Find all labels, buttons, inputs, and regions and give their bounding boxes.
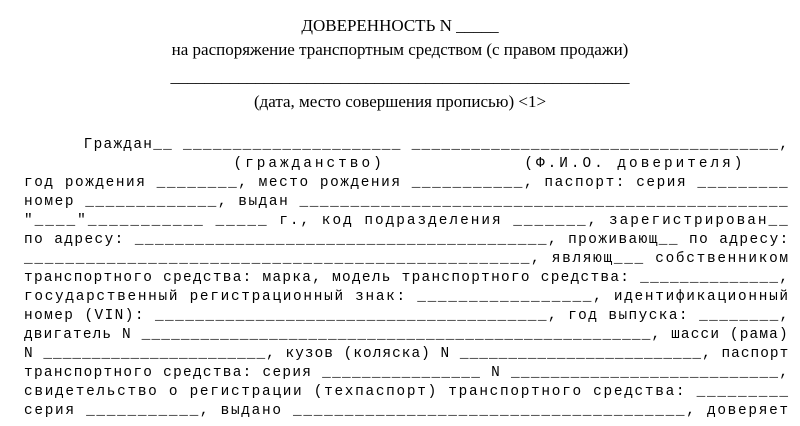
body-line-10: номер (VIN): _______________________________________, год выпуска: ________,	[24, 308, 790, 324]
body-line-12: N _______________________, кузов (коляска) N _________________________, паспорт	[24, 346, 790, 362]
place-date-note: (дата, место совершения прописью) <1>	[253, 92, 547, 111]
body-line-3: год рождения ________, место рождения ___________, паспорт: серия _________	[24, 175, 790, 191]
body-line-7: _________________________________________________, являющ___ собственником	[24, 251, 790, 267]
body-line-2: (гражданство) (Ф.И.О. доверителя)	[24, 156, 746, 172]
document-title: ДОВЕРЕННОСТЬ N _____	[301, 16, 499, 35]
body-line-15: серия ___________, выдано ______________________________________, доверяет	[24, 403, 790, 419]
body-line-8: транспортного средства: марка, модель транспортного средства: ______________,	[24, 270, 790, 286]
body-line-5: "____"___________ _____ г., код подразделения _______, зарегистрирован__	[24, 213, 790, 229]
place-date-blank-line: ______________________________________________________	[170, 67, 630, 86]
body-line-1: Граждан__ ______________________ _____________________________________,	[24, 137, 790, 153]
body-line-9: государственный регистрационный знак: _________________, идентификационный	[24, 289, 790, 305]
body-line-14: свидетельство о регистрации (техпаспорт) транспортного средства: _________	[24, 384, 790, 400]
body-line-4: номер _____________, выдан ________________________________________________	[24, 194, 790, 210]
document-subtitle: на распоряжение транспортным средством (с правом продажи)	[171, 40, 629, 59]
body-line-11: двигатель N ____________________________________________________, шасси (рама)	[24, 327, 789, 343]
body-line-6: по адресу: _________________________________________, проживающ__ по адресу:	[24, 232, 790, 248]
body-line-13: транспортного средства: серия ________________ N ___________________________,	[24, 365, 790, 381]
